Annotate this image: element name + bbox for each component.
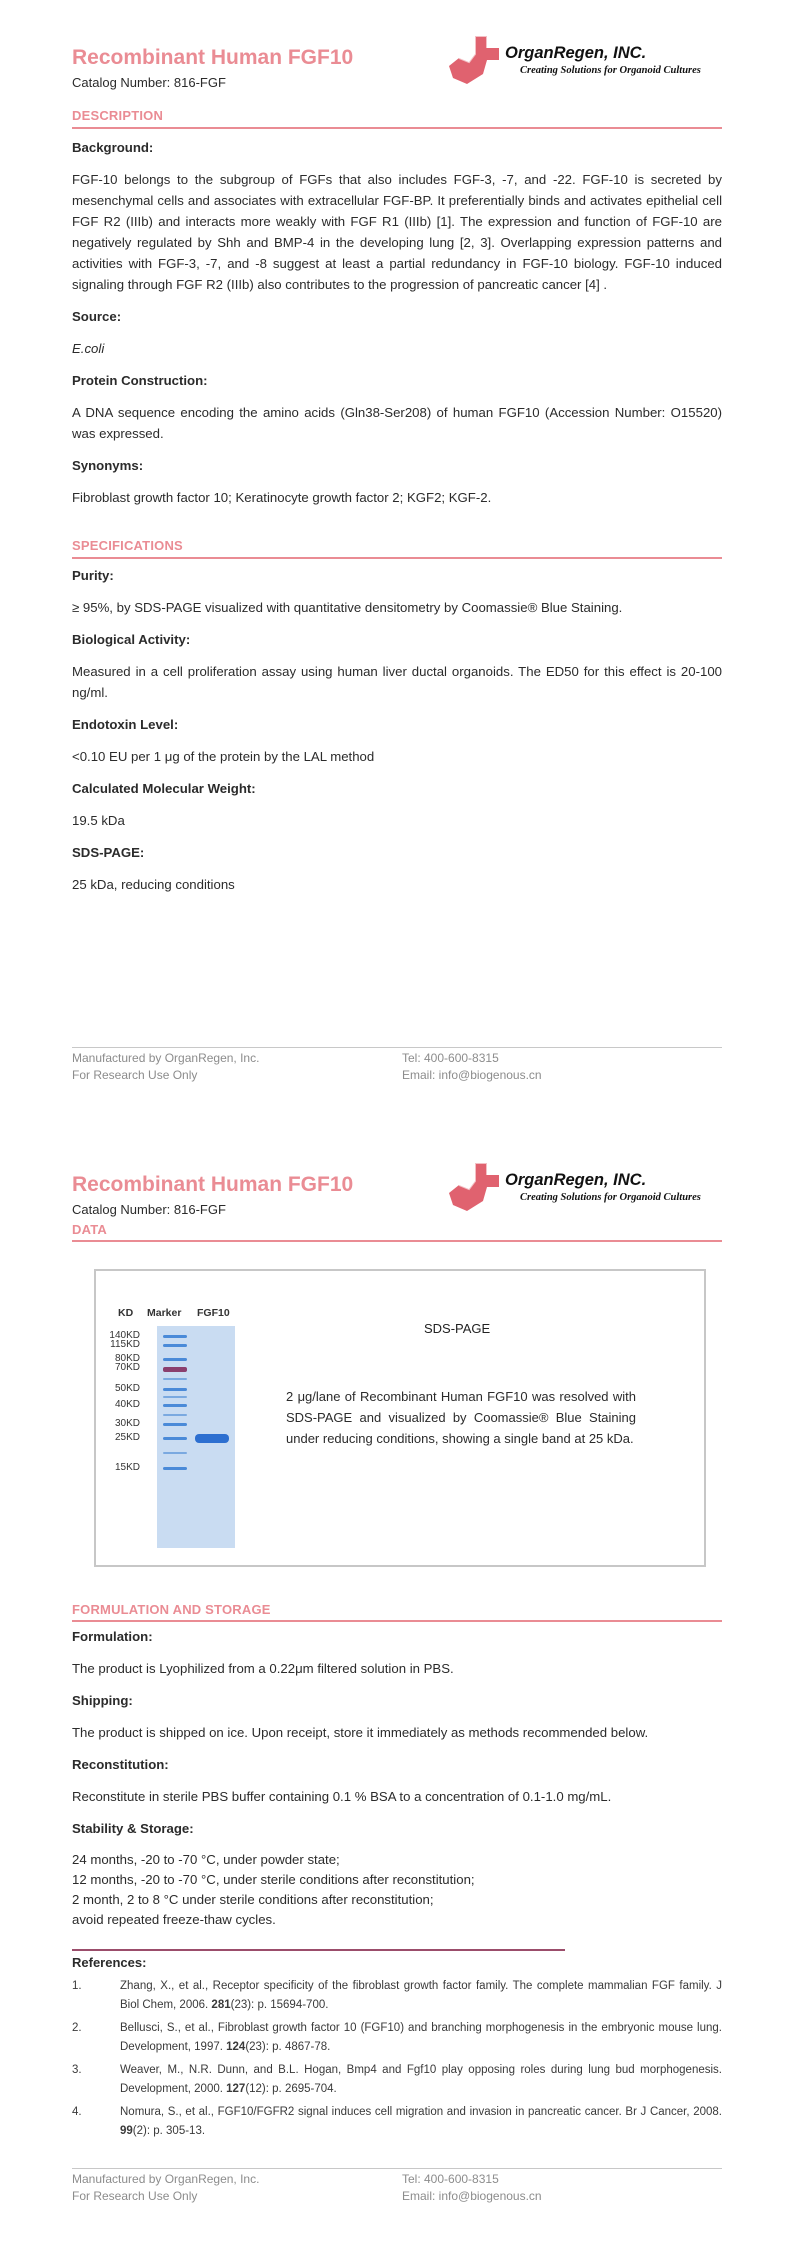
logo-company-name: OrganRegen, INC. bbox=[505, 1171, 647, 1189]
synonyms-label: Synonyms: bbox=[72, 458, 144, 473]
reference-item bbox=[72, 2019, 722, 2057]
marker-band bbox=[163, 1437, 187, 1440]
mw-text: 19.5 kDa bbox=[72, 813, 125, 828]
reference-volume: 127 bbox=[226, 2083, 246, 2095]
specifications-section bbox=[72, 568, 722, 909]
sds-page-title: SDS-PAGE bbox=[424, 1321, 491, 1336]
footer-research: For Research Use Only bbox=[72, 1068, 198, 1082]
marker-band-label: 140KD bbox=[109, 1330, 140, 1341]
mw-label: Calculated Molecular Weight: bbox=[72, 781, 256, 796]
construction-label: Protein Construction: bbox=[72, 373, 208, 388]
reference-text: Bellusci, S., et al., Fibroblast growth factor 10 (FGF10) and branching morphogenesis in the embryonic mouse lung. Development, 1997. bbox=[120, 2022, 722, 2053]
source-text: E.coli bbox=[72, 341, 105, 356]
reconstitution-text: Reconstitute in sterile PBS buffer containing 0.1 % BSA to a concentration of 0.1-1.0 mg/mL. bbox=[72, 1789, 612, 1804]
stability-label: Stability & Storage: bbox=[72, 1821, 194, 1836]
stability-text bbox=[72, 1850, 722, 1930]
stability-line: 24 months, -20 to -70 °C, under powder state; bbox=[72, 1852, 340, 1867]
stability-line: 12 months, -20 to -70 °C, under sterile conditions after reconstitution; bbox=[72, 1872, 475, 1887]
marker-band bbox=[163, 1388, 187, 1391]
references-rule bbox=[72, 1949, 565, 1951]
reference-volume: 124 bbox=[226, 2041, 246, 2053]
gel-kd-label: KD bbox=[118, 1307, 134, 1319]
background-label: Background: bbox=[72, 140, 154, 155]
gel-sample-band bbox=[195, 1434, 229, 1443]
reference-text: Weaver, M., N.R. Dunn, and B.L. Hogan, Bmp4 and Fgf10 play opposing roles during lung bud morphogenesis. Development, 2000. bbox=[120, 2064, 722, 2095]
marker-band-label: 25KD bbox=[114, 1432, 140, 1443]
shipping-label: Shipping: bbox=[72, 1693, 133, 1708]
footer-manufactured: Manufactured by OrganRegen, Inc. bbox=[72, 1051, 260, 1065]
company-logo-p2 bbox=[445, 1161, 735, 1215]
reference-pages: (23): p. 15694-700. bbox=[230, 1999, 329, 2011]
marker-band-label: 115KD bbox=[110, 1339, 140, 1350]
stability-line: avoid repeated freeze-thaw cycles. bbox=[72, 1912, 276, 1927]
logo-tagline: Creating Solutions for Organoid Cultures bbox=[520, 65, 701, 76]
logo-company-name: OrganRegen, INC. bbox=[505, 44, 647, 62]
marker-band-label: 40KD bbox=[114, 1399, 140, 1410]
reference-number: 2. bbox=[72, 2022, 82, 2034]
footer-manufactured: Manufactured by OrganRegen, Inc. bbox=[72, 2172, 260, 2186]
reference-volume: 99 bbox=[120, 2125, 133, 2137]
reference-number: 3. bbox=[72, 2064, 82, 2076]
marker-band bbox=[163, 1467, 187, 1470]
marker-band bbox=[163, 1404, 187, 1407]
marker-band-label: 50KD bbox=[114, 1383, 140, 1394]
sds-text: 25 kDa, reducing conditions bbox=[72, 877, 235, 892]
source-label: Source: bbox=[72, 309, 122, 324]
marker-band-faint bbox=[163, 1452, 187, 1454]
marker-band bbox=[163, 1344, 187, 1347]
activity-text: Measured in a cell proliferation assay using human liver ductal organoids. The ED50 for this effect is 20-100 ng/ml. bbox=[72, 664, 722, 700]
formulation-section bbox=[72, 1629, 722, 1944]
specifications-rule bbox=[72, 557, 722, 559]
page-2 bbox=[0, 1123, 794, 2246]
footer-research: For Research Use Only bbox=[72, 2189, 198, 2203]
formulation-heading: FORMULATION AND STORAGE bbox=[72, 1602, 271, 1617]
footer-rule-p2 bbox=[72, 2168, 722, 2169]
reference-number: 1. bbox=[72, 1980, 82, 1992]
reference-pages: (2): p. 305-13. bbox=[132, 2125, 206, 2137]
reference-item bbox=[72, 2103, 722, 2141]
marker-band-faint bbox=[163, 1396, 187, 1398]
references-list bbox=[72, 1977, 722, 2145]
footer-email[interactable]: Email: info@biogenous.cn bbox=[402, 2189, 542, 2203]
footer-tel: Tel: 400-600-8315 bbox=[402, 1051, 499, 1065]
footer-rule bbox=[72, 1047, 722, 1048]
gel-image bbox=[157, 1326, 235, 1548]
company-logo bbox=[445, 34, 735, 88]
endotoxin-label: Endotoxin Level: bbox=[72, 717, 179, 732]
purity-text: ≥ 95%, by SDS-PAGE visualized with quantitative densitometry by Coomassie® Blue Staining. bbox=[72, 600, 623, 615]
footer-right-p2 bbox=[402, 2171, 542, 2205]
formulation-label: Formulation: bbox=[72, 1629, 153, 1644]
description-heading: DESCRIPTION bbox=[72, 108, 164, 123]
reference-number: 4. bbox=[72, 2106, 82, 2118]
marker-band bbox=[163, 1335, 187, 1338]
reference-item bbox=[72, 1977, 722, 2015]
organregen-logo-icon bbox=[445, 1161, 505, 1215]
gel-marker-label: Marker bbox=[147, 1307, 182, 1319]
data-heading: DATA bbox=[72, 1222, 107, 1237]
reference-pages: (12): p. 2695-704. bbox=[245, 2083, 337, 2095]
sds-page-description: 2 μg/lane of Recombinant Human FGF10 was resolved with SDS-PAGE and visualized by Coomassie® Blue Staining under reducing conditions, showing a single band at 25 kDa. bbox=[286, 1389, 636, 1446]
marker-band-faint bbox=[163, 1378, 187, 1380]
marker-band-faint bbox=[163, 1414, 187, 1416]
reference-volume: 281 bbox=[211, 1999, 231, 2011]
reference-pages: (23): p. 4867-78. bbox=[245, 2041, 331, 2053]
marker-band-label: 70KD bbox=[114, 1362, 140, 1373]
product-title-p2: Recombinant Human FGF10 bbox=[72, 1173, 354, 1196]
organregen-logo-icon bbox=[445, 34, 505, 88]
construction-text: A DNA sequence encoding the amino acids (Gln38-Ser208) of human FGF10 (Accession Number: O15520) was expressed. bbox=[72, 405, 722, 441]
purity-label: Purity: bbox=[72, 568, 114, 583]
catalog-number-p2: Catalog Number: 816-FGF bbox=[72, 1202, 226, 1217]
logo-tagline: Creating Solutions for Organoid Cultures bbox=[520, 1192, 701, 1203]
formulation-text: The product is Lyophilized from a 0.22μm filtered solution in PBS. bbox=[72, 1661, 454, 1676]
stability-line: 2 month, 2 to 8 °C under sterile conditions after reconstitution; bbox=[72, 1892, 434, 1907]
gel-sample-label: FGF10 bbox=[197, 1307, 230, 1319]
formulation-rule bbox=[72, 1620, 722, 1622]
marker-band bbox=[163, 1367, 187, 1372]
background-text: FGF-10 belongs to the subgroup of FGFs that also includes FGF-3, -7, and -22. FGF-10 is secreted by mesenchymal cells and associates with extracellular FGF-BP. It preferentially binds and activates epithelial cell FGF R2 (IIIb) and interacts more weakly with FGF R1 (IIIb) [1]. The expression and function of FGF-10 are negatively regulated by Shh and BMP-4 in the developing lung [2, 3]. Overlapping expression patterns and activities with FGF-3, -7, and -8 suggest at least a partial redundancy in FGF-10 biology. FGF-10 induced signaling through FGF R2 (IIIb) also contributes to the progression of pancreatic cancer [4] . bbox=[72, 172, 722, 292]
catalog-number: Catalog Number: 816-FGF bbox=[72, 75, 226, 90]
marker-band-label: 80KD bbox=[114, 1353, 140, 1364]
data-rule bbox=[72, 1240, 722, 1242]
footer-left-p2 bbox=[72, 2171, 259, 2205]
footer-email[interactable]: Email: info@biogenous.cn bbox=[402, 1068, 542, 1082]
synonyms-text: Fibroblast growth factor 10; Keratinocyte growth factor 2; KGF2; KGF-2. bbox=[72, 490, 492, 505]
endotoxin-text: <0.10 EU per 1 μg of the protein by the LAL method bbox=[72, 749, 375, 764]
reference-item bbox=[72, 2061, 722, 2099]
reference-text: Zhang, X., et al., Receptor specificity of the fibroblast growth factor family. The complete mammalian FGF family. J Biol Chem, 2006. bbox=[120, 1980, 722, 2011]
footer-right bbox=[402, 1050, 542, 1084]
marker-band bbox=[163, 1358, 187, 1361]
reconstitution-label: Reconstitution: bbox=[72, 1757, 169, 1772]
footer-tel: Tel: 400-600-8315 bbox=[402, 2172, 499, 2186]
footer-left bbox=[72, 1050, 259, 1084]
references-heading: References: bbox=[72, 1955, 147, 1970]
shipping-text: The product is shipped on ice. Upon receipt, store it immediately as methods recommended below. bbox=[72, 1725, 649, 1740]
activity-label: Biological Activity: bbox=[72, 632, 191, 647]
marker-band bbox=[163, 1423, 187, 1426]
marker-band-label: 15KD bbox=[114, 1462, 140, 1473]
description-rule bbox=[72, 127, 722, 129]
specifications-heading: SPECIFICATIONS bbox=[72, 538, 183, 553]
description-section bbox=[72, 140, 722, 522]
product-title: Recombinant Human FGF10 bbox=[72, 46, 354, 69]
marker-band-label: 30KD bbox=[114, 1418, 140, 1429]
reference-text: Nomura, S., et al., FGF10/FGFR2 signal induces cell migration and invasion in pancreatic cancer. Br J Cancer, 2008. bbox=[120, 2106, 722, 2118]
sds-label: SDS-PAGE: bbox=[72, 845, 145, 860]
